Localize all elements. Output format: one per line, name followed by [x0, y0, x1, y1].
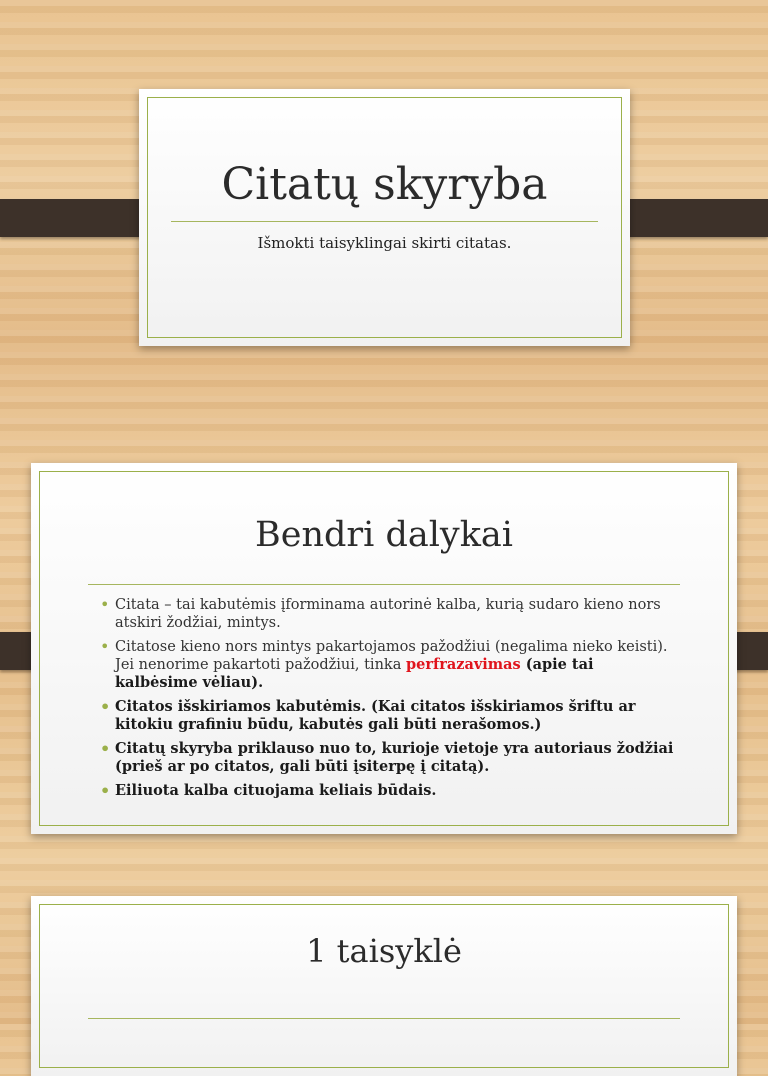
bullet-item: [99, 782, 677, 800]
slide-3-content-card[interactable]: [31, 896, 737, 1076]
slide-1-title-rule: [171, 221, 598, 222]
slide-2-title: Bendri dalykai: [255, 515, 513, 555]
bullet-text: Eiliuota kalba cituojama keliais būdais.: [115, 782, 437, 799]
bullet-text: Citatų skyryba priklauso nuo to, kurioje vietoje yra autoriaus žodžiai (prieš ar po citatos, gali būti įsiterpę į citatą).: [115, 740, 674, 775]
bullet-text: Citata – tai kabutėmis įforminama autorinė kalba, kurią sudaro kieno nors atskiri žodžiai, mintys.: [115, 597, 661, 631]
slide-2-content-card[interactable]: [31, 463, 737, 834]
slide-1-left-strap: [0, 199, 156, 237]
slide-1-title-card[interactable]: [139, 89, 630, 346]
slide-1-frame: [147, 97, 622, 338]
bullet-item: [99, 596, 677, 632]
bullet-item: [99, 740, 677, 776]
slide-2-bullet-list: [99, 596, 677, 806]
slide-1-right-strap: [612, 199, 768, 237]
slide-1-subtitle: Išmokti taisyklingai skirti citatas.: [257, 234, 512, 252]
bullet-text: Citatos išskiriamos kabutėmis. (Kai citatos išskiriamos šriftu ar kitokiu grafiniu būdu, kabutės gali būti nerašomos.): [115, 698, 636, 733]
slide-1-title: Citatų skyryba: [221, 159, 548, 210]
slide-3-frame: [39, 904, 729, 1068]
slide-3-title: 1 taisyklė: [306, 932, 462, 970]
slide-2-title-rule: [88, 584, 680, 585]
slide-3-title-rule: [88, 1018, 680, 1019]
bullet-item: [99, 698, 677, 734]
bullet-highlight-term: perfrazavimas: [405, 656, 521, 673]
bullet-item: [99, 638, 677, 692]
bullet-text: Citatose kieno nors mintys pakartojamos pažodžiui (negalima nieko keisti). Jei nenorime pakartoti pažodžiui, tinka: [115, 639, 668, 673]
bullet-bold-text: (apie tai kalbėsime vėliau).: [115, 656, 594, 691]
